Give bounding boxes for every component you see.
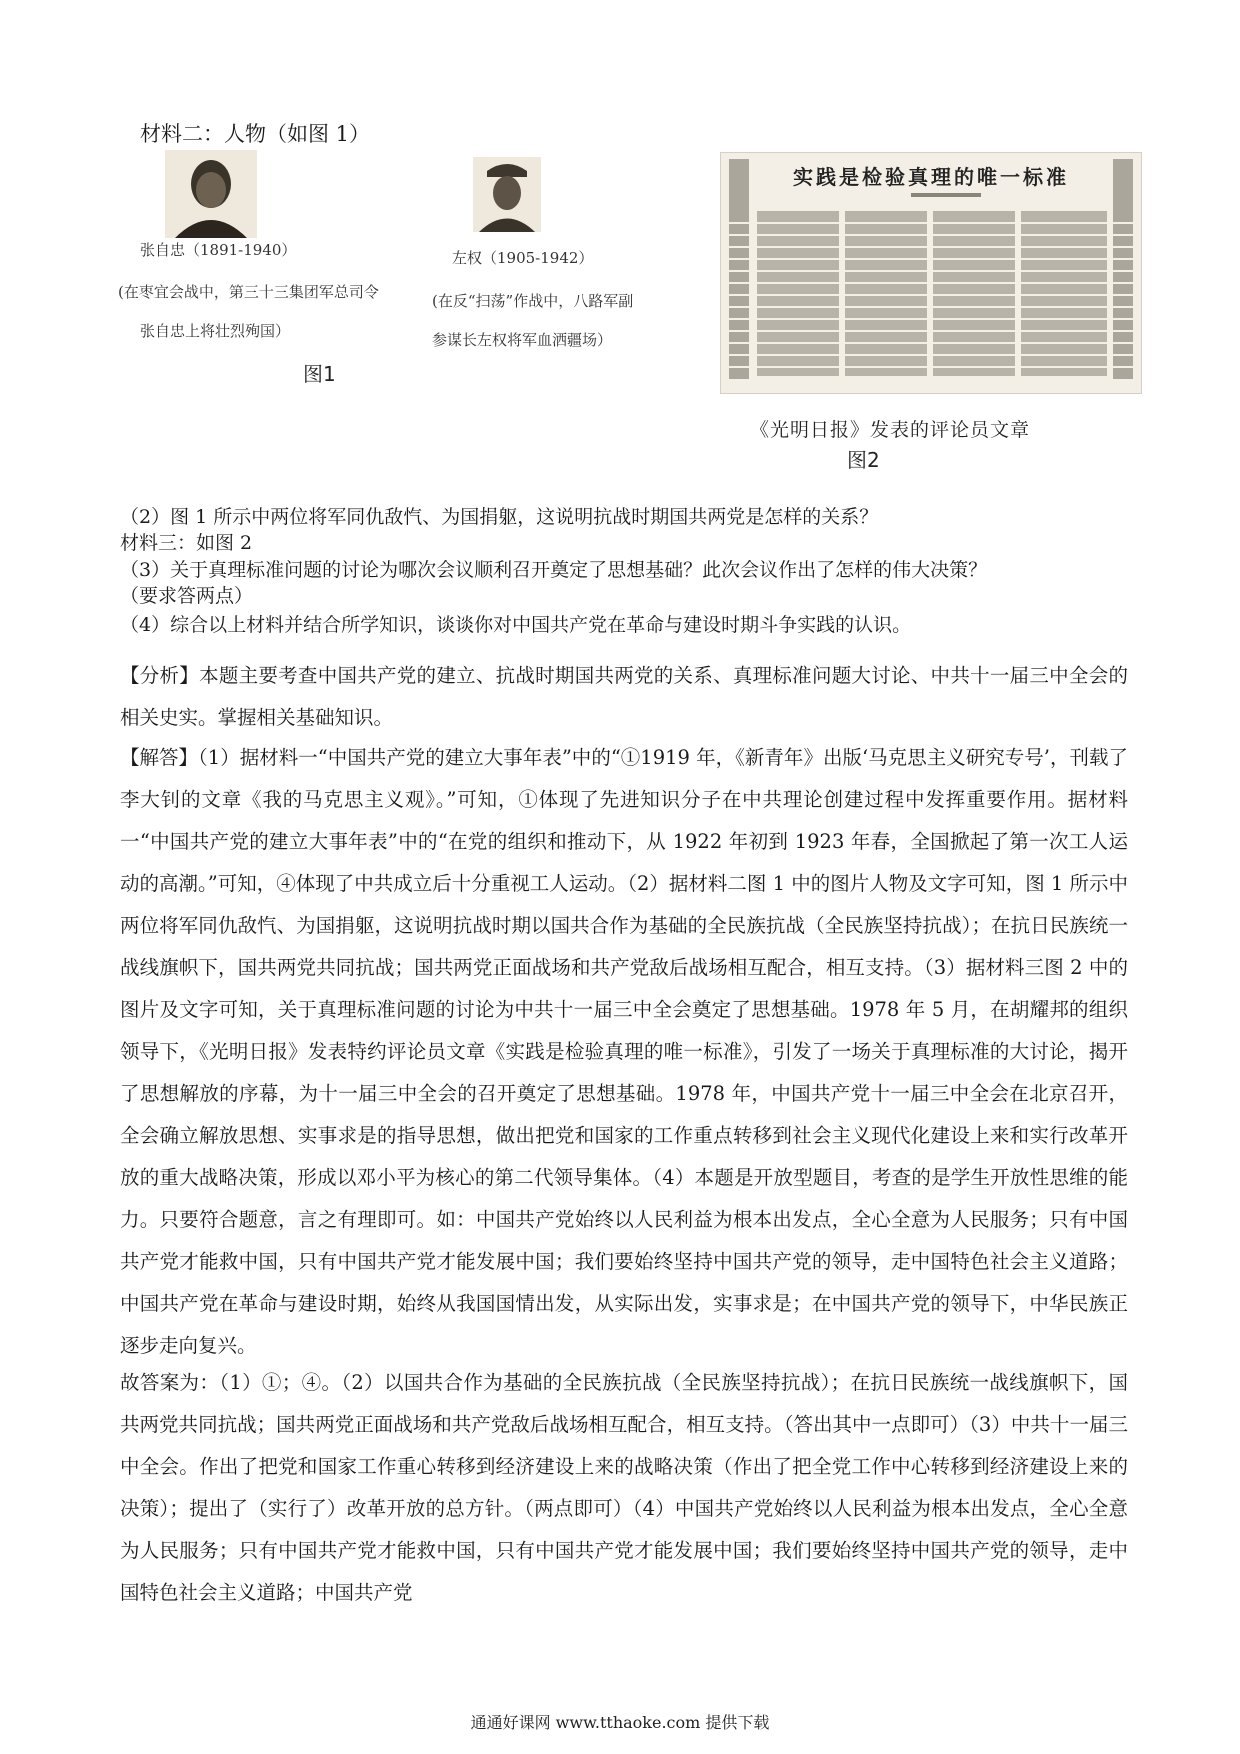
page-footer: 通通好课网 www.tthaoke.com 提供下载 (470, 1713, 770, 1732)
question-3-line2: （要求答两点） (120, 585, 254, 607)
material3-label: 材料三：如图 2 (120, 532, 253, 554)
analysis-paragraph (120, 655, 1128, 739)
newspaper-image (720, 152, 1142, 394)
answer-text: 故答案为：（1）①；④。（2）以国共合作为基础的全民族抗战（全民族坚持抗战）；在抗日民族统一战线旗帜下，国共两党共同抗战；国共两党正面战场和共产党敌后战场相互配合，相互支持。（答出其中一点即可）（3）中共十一届三中全会。作出了把党和国家工作重心转移到经济建设上来的战略决策（作出了把全党工作中心转移到经济建设上来的决策）；提出了（实行了）改革开放的总方针。（两点即可）（4）中国共产党始终以人民利益为根本出发点，全心全意为人民服务；只有中国共产党才能救中国，只有中国共产党才能发展中国；我们要始终坚持中国共产党的领导，走中国特色社会主义道路；中国共产党 (120, 1371, 1128, 1604)
analysis-text: 【分析】本题主要考查中国共产党的建立、抗战时期国共两党的关系、真理标准问题大讨论、中共十一届三中全会的相关史实。掌握相关基础知识。 (120, 664, 1128, 729)
solution-paragraph (120, 737, 1128, 1367)
person2-desc-line2: 参谋长左权将军血洒疆场） (432, 331, 613, 349)
question-3-line1: （3）关于真理标准问题的讨论为哪次会议顺利召开奠定了思想基础？此次会议作出了怎样的伟大决策？ (120, 559, 988, 581)
figure2-caption: 《光明日报》发表的评论员文章 (750, 419, 1031, 441)
portrait-zhang-zizhong (165, 150, 257, 238)
person2-desc-line1: (在反“扫荡”作战中，八路军副 (432, 292, 634, 310)
person1-desc-line1: (在枣宜会战中，第三十三集团军总司令 (118, 283, 379, 301)
question-2: （2）图 1 所示中两位将军同仇敌忾、为国捐躯，这说明抗战时期国共两党是怎样的关系？ (120, 506, 879, 528)
answer-paragraph (120, 1362, 1128, 1614)
question-4: （4）综合以上材料并结合所学知识，谈谈你对中国共产党在革命与建设时期斗争实践的认识。 (120, 614, 912, 636)
person1-name: 张自忠（1891-1940） (140, 241, 297, 259)
newspaper-byline-bar (911, 193, 981, 197)
figure2-label: 图2 (847, 448, 880, 472)
person1-desc-line2: 张自忠上将壮烈殉国） (140, 322, 291, 340)
person2-name: 左权（1905-1942） (452, 249, 594, 267)
newspaper-headline: 实践是检验真理的唯一标准 (793, 165, 1069, 189)
material2-label: 材料二：人物（如图 1） (140, 122, 371, 146)
figure1-label: 图1 (303, 362, 336, 386)
solution-text: 【解答】（1）据材料一“中国共产党的建立大事年表”中的“①1919 年，《新青年》出版‘马克思主义研究专号’，刊载了李大钊的文章《我的马克思主义观》。”可知，①体现了先进知识分子在中共理论创建过程中发挥重要作用。据材料一“中国共产党的建立大事年表”中的“在党的组织和推动下，从 1922 年初到 1923 年春，全国掀起了第一次工人运动的高潮。”可知，④体现了中共成立后十分重视工人运动。（2）据材料二图 1 中的图片人物及文字可知，图 1 所示中两位将军同仇敌忾、为国捐躯，这说明抗战时期以国共合作为基础的全民族抗战（全民族坚持抗战）；在抗日民族统一战线旗帜下，国共两党共同抗战；国共两党正面战场和共产党敌后战场相互配合，相互支持。（3）据材料三图 2 中的图片及文字可知，关于真理标准问题的讨论为中共十一届三中全会奠定了思想基础。1978 年 5 月，在胡耀邦的组织领导下，《光明日报》发表特约评论员文章《实践是检验真理的唯一标准》，引发了一场关于真理标准的大讨论，揭开了思想解放的序幕，为十一届三中全会的召开奠定了思想基础。1978 年，中国共产党十一届三中全会在北京召开，全会确立解放思想、实事求是的指导思想，做出把党和国家的工作重点转移到社会主义现代化建设上来和实行改革开放的重大战略决策，形成以邓小平为核心的第二代领导集体。（4）本题是开放型题目，考查的是学生开放性思维的能力。只要符合题意，言之有理即可。如：中国共产党始终以人民利益为根本出发点，全心全意为人民服务；只有中国共产党才能救中国，只有中国共产党才能发展中国；我们要始终坚持中国共产党的领导，走中国特色社会主义道路；中国共产党在革命与建设时期，始终从我国国情出发，从实际出发，实事求是；在中国共产党的领导下，中华民族正逐步走向复兴。 (120, 746, 1128, 1357)
portrait-zuo-quan (473, 157, 541, 232)
